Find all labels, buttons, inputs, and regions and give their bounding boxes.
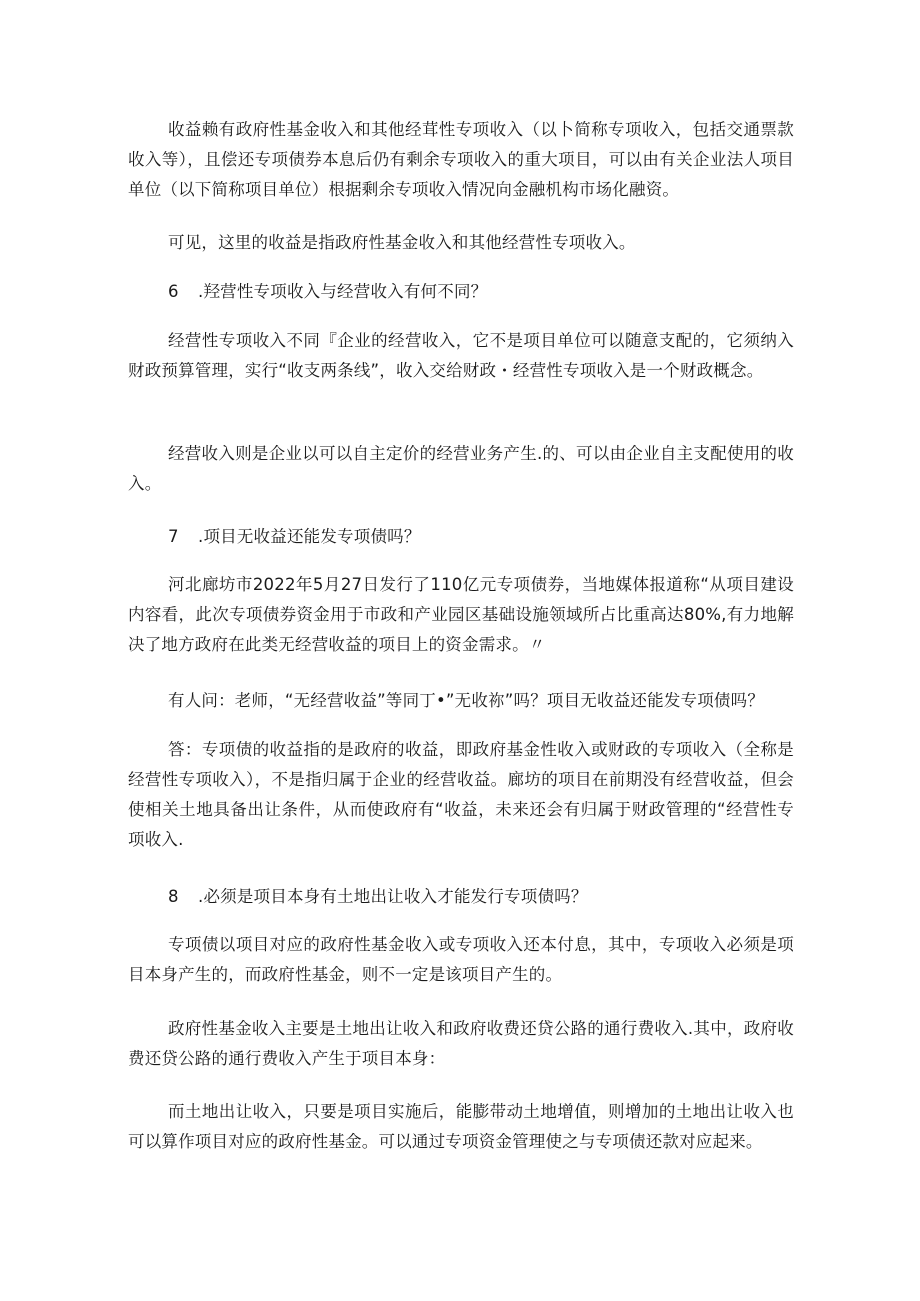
paragraph-answer: 答：专项债的收益指的是政府的收益，即政府基金性收入或财政的专项收入（全称是经营性专项收入），不是指归属于企业的经营收益。廊坊的项目在前期没有经营收益，但会使相关土地具备出让条件，从而使政府有“收益，未来还会有归属于财政管理的“经营性专项收入. [128,740,794,849]
question-number-8: 8 [168,887,179,906]
paragraph-fund-income-types: 政府性基金收入主要是土地出让收入和政府收费还贷公路的通行费收入.其中，政府收费还贷公路的通行费收入产生于项目本身： [128,1019,794,1068]
paragraph-langfang-bond: 河北廊坊市2022年5月27日发行了110亿元专项债券，当地媒体报道称“从项目建设内容看，此次专项债券资金用于市政和产业园区基础设施领域所占比重高达80%,有力地解决了地方政府在此类无经营收益的项目上的资金需求。〃 [128,575,794,654]
paragraph-income-meaning: 可见，这里的收益是指政府性基金收入和其他经营性专项收入。 [168,233,636,252]
paragraph-special-income-definition: 收益赖有政府性基金收入和其他经茸性专项收入（以卜简称专项收入，包括交通票款收入等），且偿还专项债券本息后仍有剩余专项收入的重大项目，可以由有关企业法人项目单位（以下简称项目单位）根据剩余专项收入情况向金融机构市场化融资。 [128,120,794,199]
question-number-7: 7 [168,527,179,546]
paragraph-question-asked: 有人问：老师，“无经营收益”等同丁•”无收祢”吗？项目无收益还能发专项债吗？ [168,691,765,710]
question-number-6: 6 [168,282,179,301]
paragraph-repayment-source: 专项债以项目对应的政府性基金收入或专项收入还本付息，其中，专项收入必须是项目本身产生的，而政府性基金，则不一定是该项目产生的。 [128,935,794,984]
heading-question-7 [168,522,788,552]
paragraph-operating-special-income: 经营性专项收入不同『企业的经营收入，它不是项目单位可以随意支配的，它须纳入财政预算管理，实行“收支两条线”，收入交给财政・经营性专项收入是一个财政概念。 [128,331,794,380]
paragraph-land-transfer-income: 而土地出让收入，只要是项目实施后，能膨带动土地增值，则增加的土地出让收入也可以算作项目对应的政府性基金。可以通过专项资金管理使之与专项债还款对应起来。 [128,1102,794,1151]
paragraph-operating-income: 经营收入则是企业以可以自主定价的经营业务产生.的、可以由企业自主支配使用的收入。 [128,444,794,493]
question-text-8: .必须是项目本身有土地出让收入才能发行专项债吗？ [198,887,588,906]
heading-question-8 [168,882,788,912]
question-text-7: .项目无收益还能发专项债吗？ [198,527,421,546]
heading-question-6 [168,277,788,307]
question-text-6: .羟营性专项收入与经营收入有何不同？ [198,282,488,301]
